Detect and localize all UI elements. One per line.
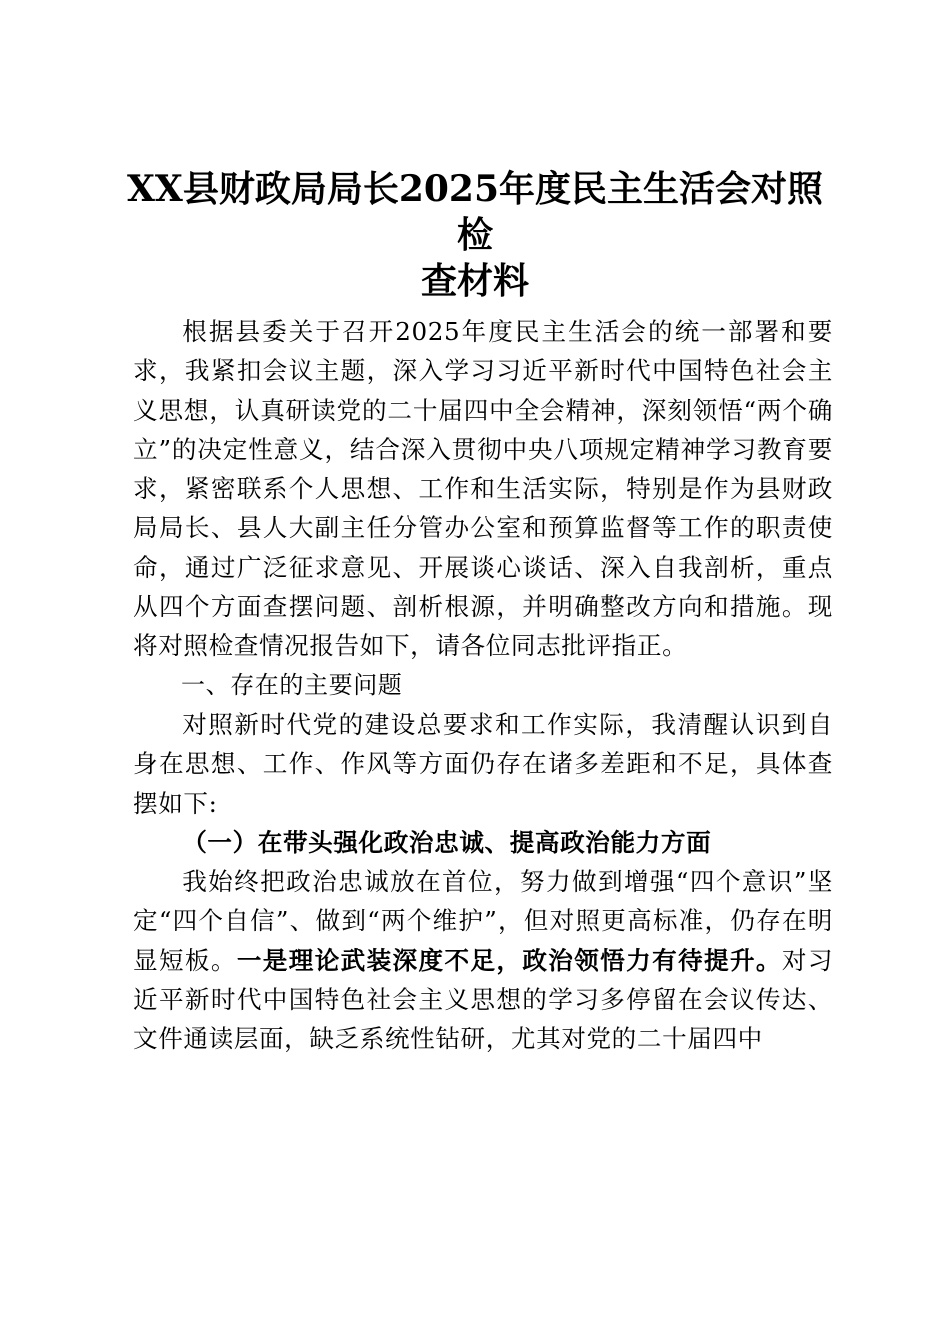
section-heading-problems: 一、存在的主要问题 xyxy=(181,670,403,699)
subsection-bold-point: 一是理论武装深度不足，政治领悟力有待提升。 xyxy=(236,945,782,975)
section-intro-paragraph: 对照新时代党的建设总要求和工作实际，我清醒认识到自身在思想、工作、作风等方面仍存在诸多差距和不足，具体查摆如下: xyxy=(133,709,833,818)
subsection-heading-political-loyalty: （一）在带头强化政治忠诚、提高政治能力方面 xyxy=(182,827,712,857)
subsection-paragraph xyxy=(133,862,833,1058)
document-body xyxy=(133,312,833,1059)
intro-paragraph: 根据县委关于召开2025年度民主生活会的统一部署和要求，我紧扣会议主题，深入学习习近平新时代中国特色社会主义思想，认真研读党的二十届四中全会精神，深刻领悟“两个确立”的决定性意义，结合深入贯彻中央八项规定精神学习教育要求，紧密联系个人思想、工作和生活实际，特别是作为县财政局局长、县人大副主任分管办公室和预算监督等工作的职责使命，通过广泛征求意见、开展谈心谈话、深入自我剖析，重点从四个方面查摆问题、剖析根源，并明确整改方向和措施。现将对照检查情况报告如下，请各位同志批评指正。 xyxy=(133,317,833,661)
title-line-2: 查材料 xyxy=(420,260,529,302)
title-line-1: XX县财政局局长2025年度民主生活会对照检 xyxy=(126,168,824,256)
document-title xyxy=(120,166,830,304)
subsection-text-a: 我始终把政治忠诚放在首位，努力做到增强“四个意识”坚定“四个自信”、做到“两个维护”，但对照更高标准，仍存在明显短板。 xyxy=(133,867,833,975)
subsection-text-b: 对习近平新时代中国特色社会主义思想的学习多停留在会议传达、文件通读层面，缺乏系统性钻研，尤其对党的二十届四中 xyxy=(133,945,834,1054)
